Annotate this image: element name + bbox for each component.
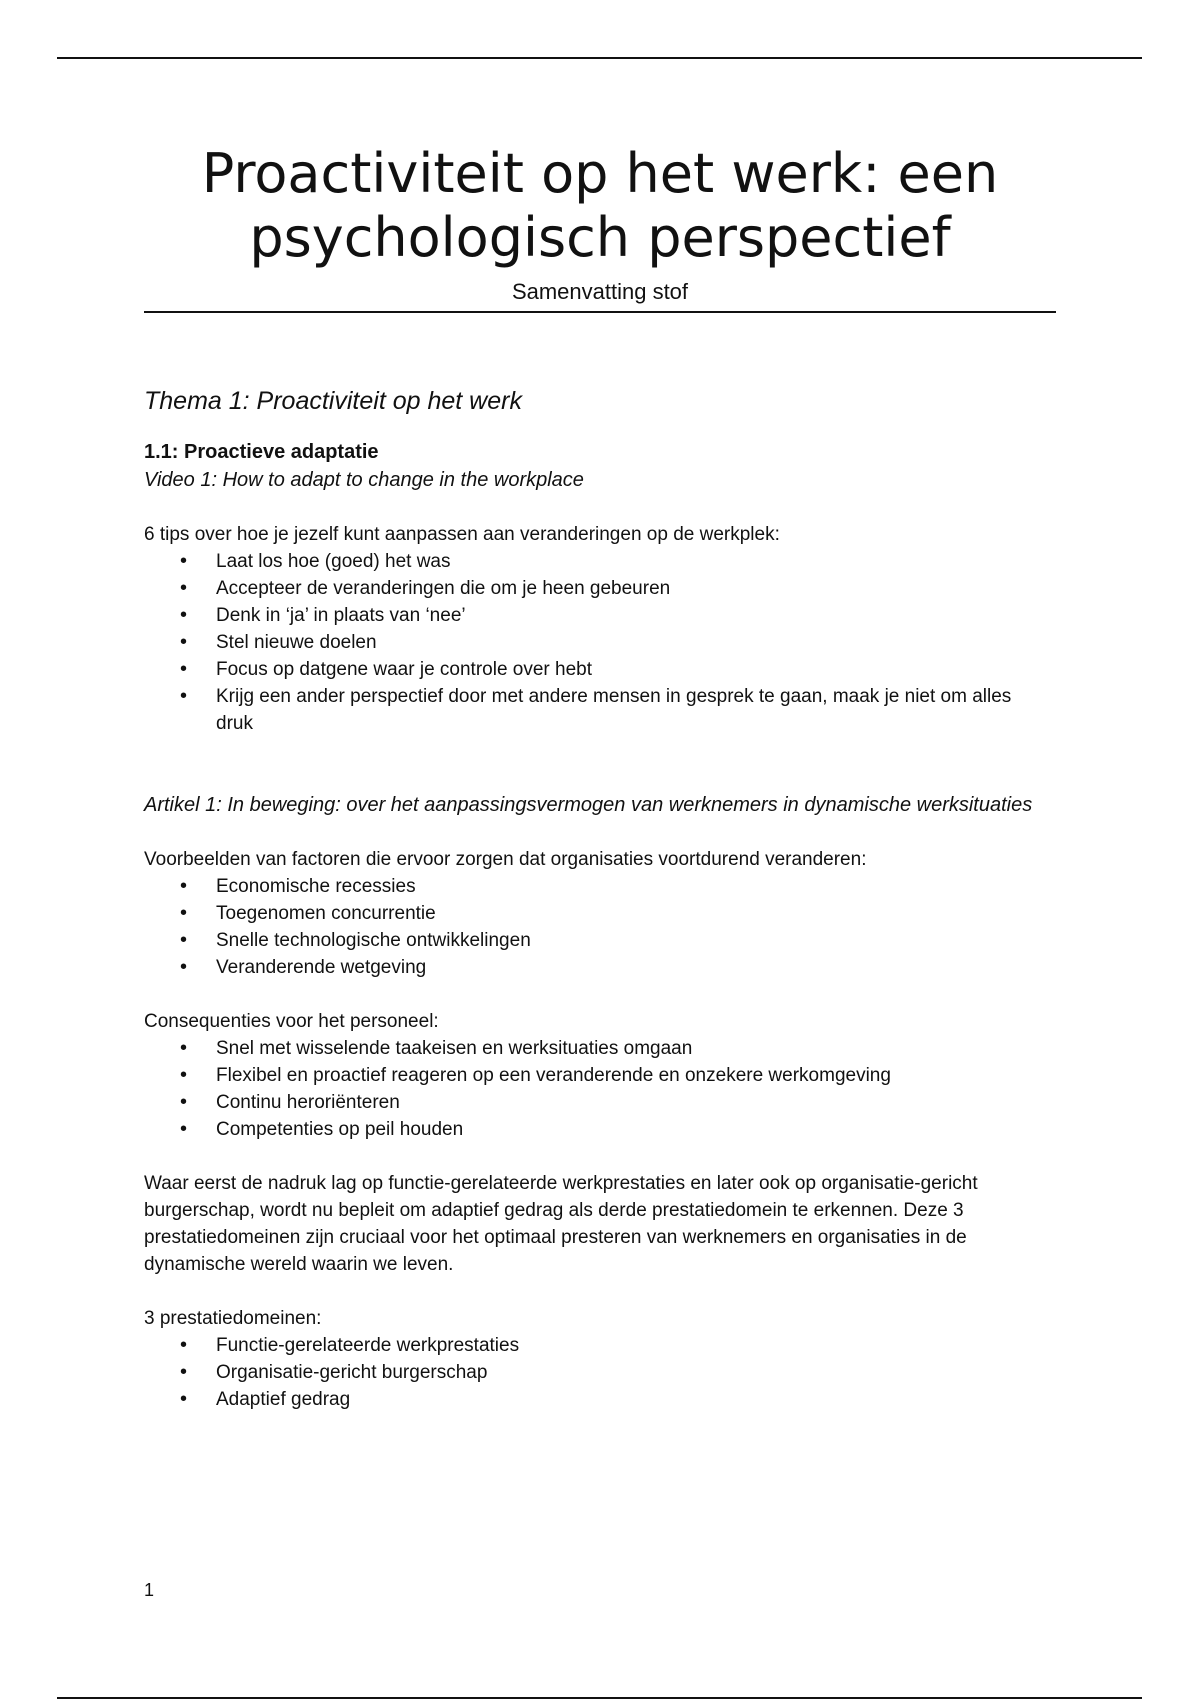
domains-list (144, 1332, 1044, 1413)
section-heading: 1.1: Proactieve adaptatie (144, 441, 379, 463)
domains-paragraph: Waar eerst de nadruk lag op functie-gerelateerde werkprestaties en later ook op organisatie-gericht burgerschap, wordt nu bepleit om adaptief gedrag als derde prestatiedomein te erkennen. Deze 3 prestatiedomeinen zijn cruciaal voor het optimaal presteren van werknemers en organisaties in de dynamische wereld waarin we leven. (144, 1173, 978, 1275)
spacer (144, 494, 1044, 521)
list-item: • Economische recessies (216, 873, 1044, 900)
footer-rule (57, 1697, 1142, 1699)
article-title: Artikel 1: In beweging: over het aanpassingsvermogen van werknemers in dynamische werksituaties (144, 794, 1033, 816)
consequences-list (144, 1035, 1044, 1143)
consequences-intro: Consequenties voor het personeel: (144, 1011, 439, 1032)
list-item: • Organisatie-gericht burgerschap (216, 1359, 1044, 1386)
list-item: • Veranderende wetgeving (216, 954, 1044, 981)
list-item: • Flexibel en proactief reageren op een veranderende en onzekere werkomgeving (216, 1062, 1044, 1089)
document-subtitle: Samenvatting stof (511, 279, 689, 304)
list-item: • Toegenomen concurrentie (216, 900, 1044, 927)
spacer (144, 737, 1044, 791)
list-item: • Denk in ‘ja’ in plaats van ‘nee’ (216, 602, 1044, 629)
document-title: Proactiviteit op het werk: een psychologisch perspectief (201, 142, 999, 269)
list-item: • Continu heroriënteren (216, 1089, 1044, 1116)
list-item: • Focus op datgene waar je controle over hebt (216, 656, 1044, 683)
factors-intro: Voorbeelden van factoren die ervoor zorgen dat organisaties voortdurend veranderen: (144, 849, 867, 870)
list-item: • Snelle technologische ontwikkelingen (216, 927, 1044, 954)
video-title: Video 1: How to adapt to change in the workplace (144, 469, 584, 491)
page-number: 1 (144, 1580, 155, 1600)
list-item: • Adaptief gedrag (216, 1386, 1044, 1413)
title-underline (144, 311, 1056, 313)
spacer (144, 1143, 1044, 1170)
header-rule (57, 57, 1142, 59)
list-item: • Functie-gerelateerde werkprestaties (216, 1332, 1044, 1359)
spacer (144, 819, 1044, 846)
tips-intro: 6 tips over hoe je jezelf kunt aanpassen aan veranderingen op de werkplek: (144, 524, 780, 545)
factors-list (144, 873, 1044, 981)
document-body (144, 384, 1044, 1413)
tips-list (144, 548, 1044, 737)
list-item: • Laat los hoe (goed) het was (216, 548, 1044, 575)
list-item: • Snel met wisselende taakeisen en werksituaties omgaan (216, 1035, 1044, 1062)
list-item: • Stel nieuwe doelen (216, 629, 1044, 656)
theme-heading: Thema 1: Proactiviteit op het werk (144, 387, 522, 415)
list-item: • Accepteer de veranderingen die om je heen gebeuren (216, 575, 1044, 602)
list-item: • Krijg een ander perspectief door met andere mensen in gesprek te gaan, maak je niet om alles druk (216, 683, 1044, 737)
domains-intro: 3 prestatiedomeinen: (144, 1308, 322, 1329)
spacer (144, 1278, 1044, 1305)
list-item: • Competenties op peil houden (216, 1116, 1044, 1143)
spacer (144, 981, 1044, 1008)
